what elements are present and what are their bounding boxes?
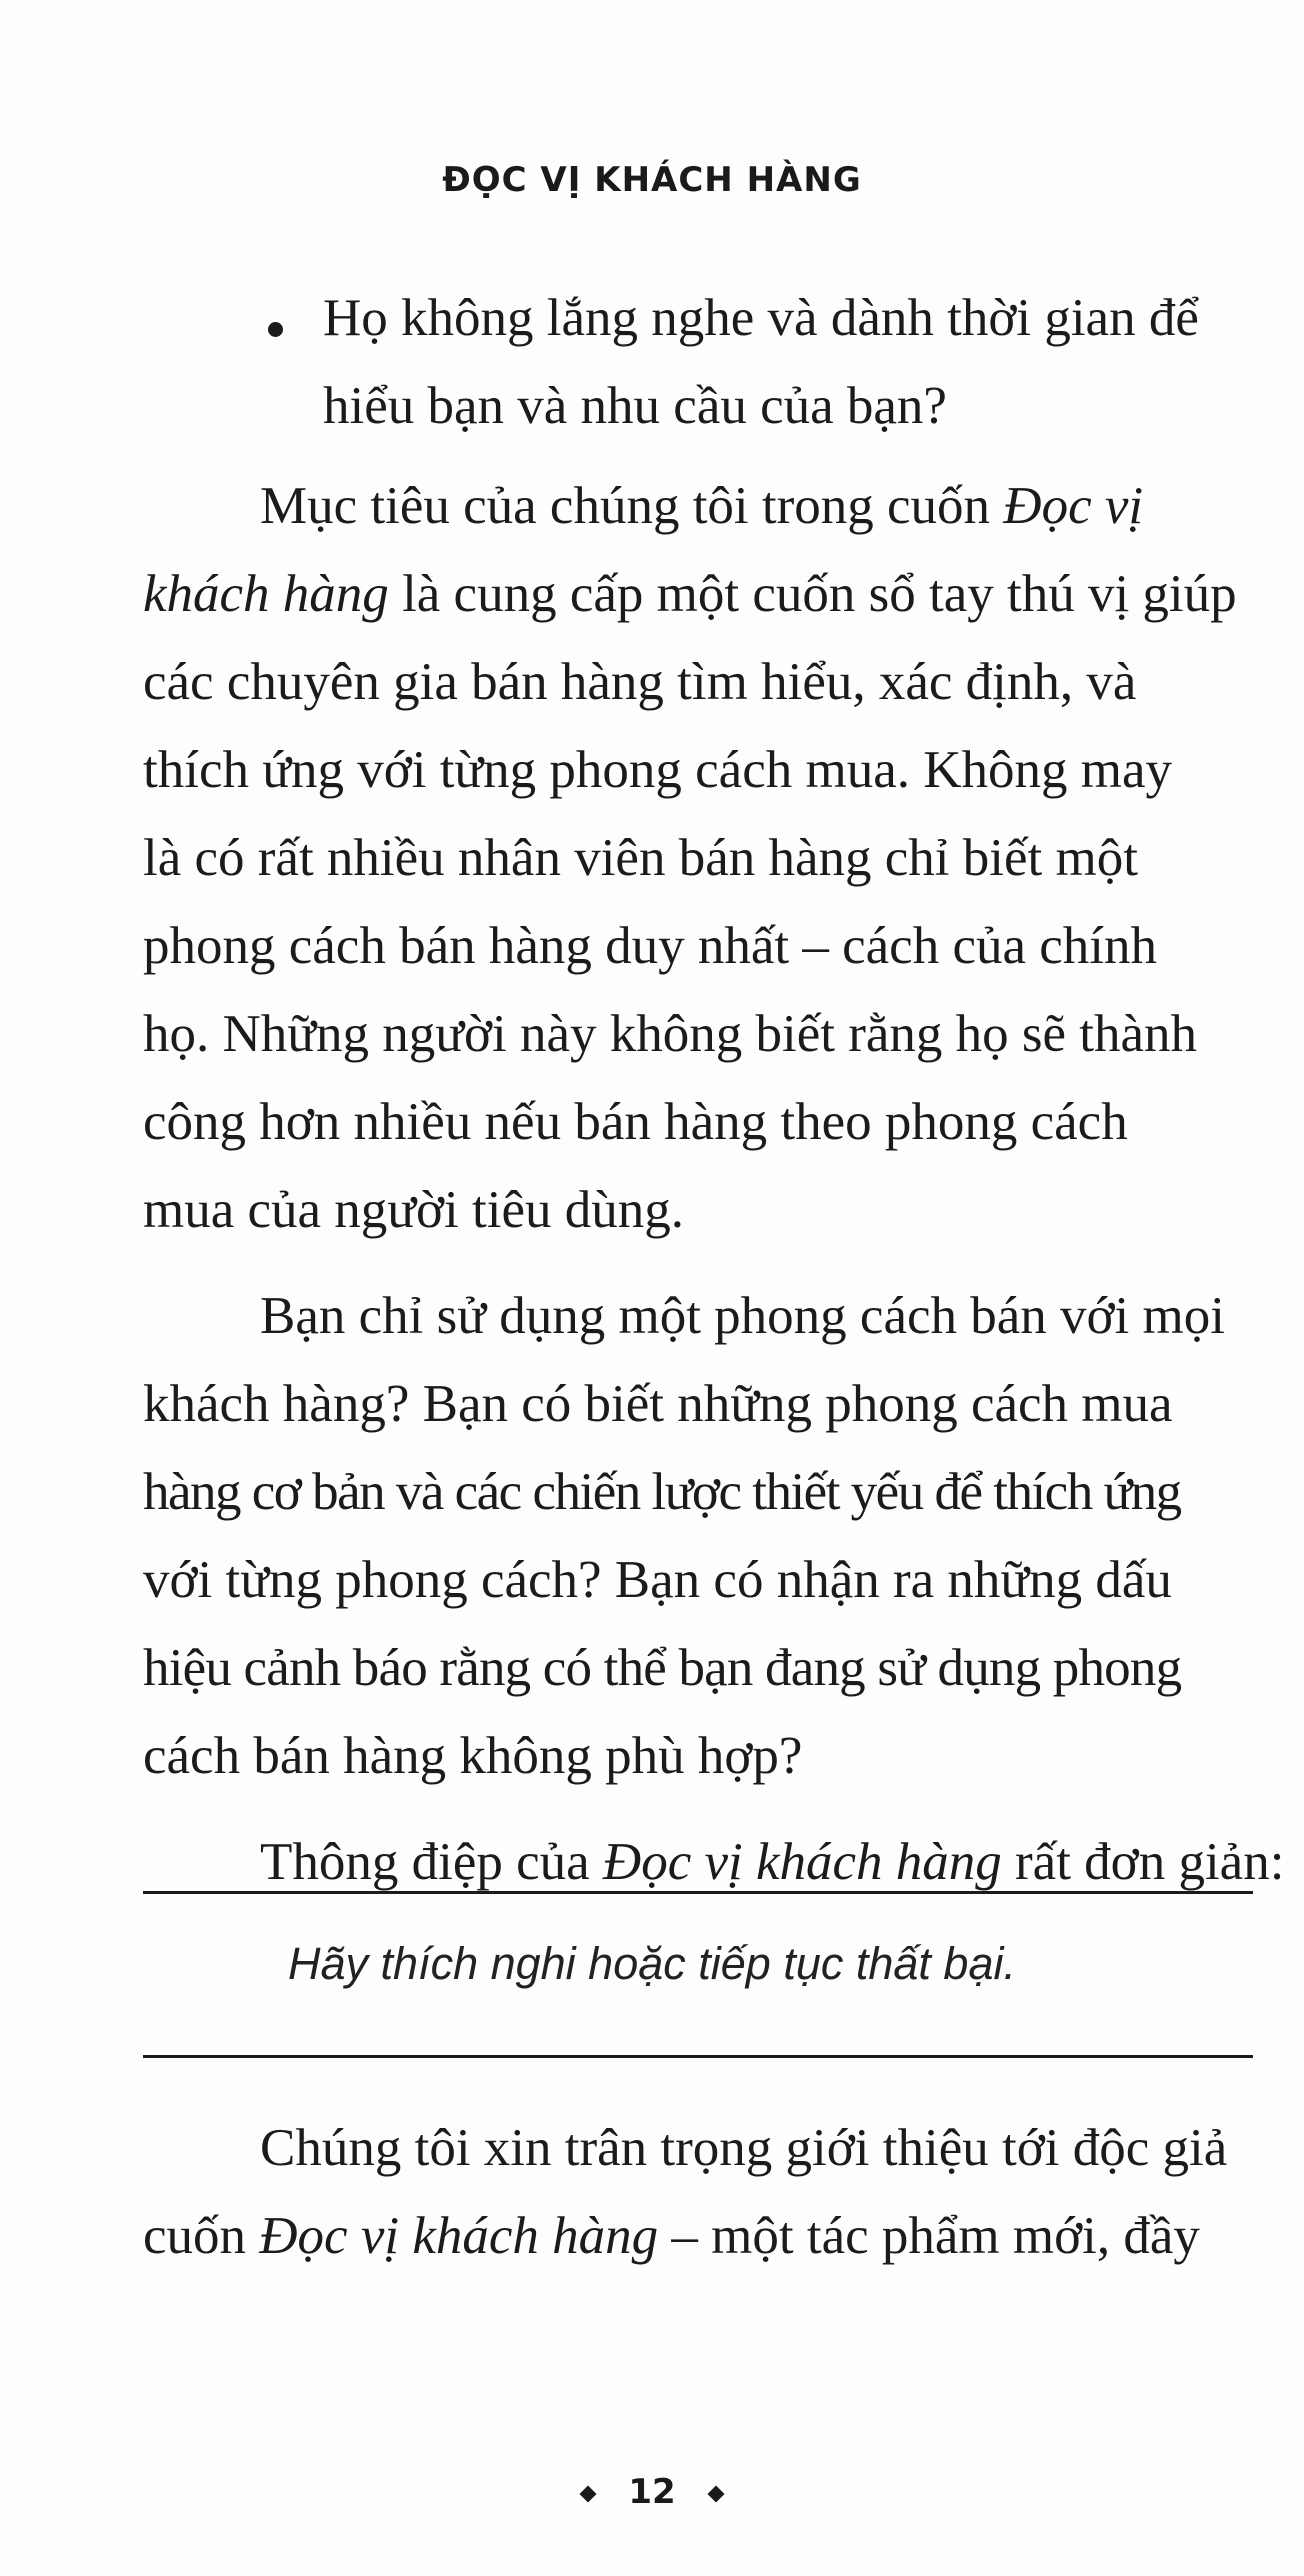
para4-text: cuốn	[143, 2207, 247, 2265]
para1-line-1	[260, 462, 1143, 550]
book-title-italic: Đọc vị	[1003, 477, 1144, 535]
para2-line-3: hàng cơ bản và các chiến lược thiết yếu để thích ứng	[143, 1463, 1181, 1521]
para1-line-2	[143, 550, 1237, 638]
para1-line-8: công hơn nhiều nếu bán hàng theo phong cách	[143, 1093, 1128, 1151]
para2-line-1: Bạn chỉ sử dụng một phong cách bán với mọi	[260, 1287, 1225, 1345]
para2-line-6: cách bán hàng không phù hợp?	[143, 1727, 803, 1785]
para1-line-9: mua của người tiêu dùng.	[143, 1181, 684, 1239]
para3-text: Thông điệp của	[260, 1833, 590, 1891]
diamond-right-icon	[707, 2485, 724, 2502]
bullet-line-1: Họ không lắng nghe và dành thời gian để	[323, 289, 1199, 347]
para2-line-4: với từng phong cách? Bạn có nhận ra những dấu	[143, 1551, 1172, 1609]
para4-text: – một tác phẩm mới, đầy	[671, 2207, 1200, 2265]
para1-text: Mục tiêu của chúng tôi trong cuốn	[260, 477, 991, 535]
para1-text: là cung cấp một cuốn sổ tay thú vị giúp	[402, 565, 1237, 623]
bullet-dot-icon	[268, 322, 283, 337]
para1-line-4: thích ứng với từng phong cách mua. Không may	[143, 741, 1172, 799]
book-title-italic: Đọc vị khách hàng	[602, 1833, 1002, 1891]
diamond-left-icon	[580, 2485, 597, 2502]
quote-rule-bottom	[143, 2055, 1253, 2058]
pull-quote: Hãy thích nghi hoặc tiếp tục thất bại.	[288, 1938, 1016, 1989]
running-header: ĐỌC VỊ KHÁCH HÀNG	[442, 160, 862, 200]
para3-text: rất đơn giản:	[1015, 1833, 1285, 1891]
para4-line-1: Chúng tôi xin trân trọng giới thiệu tới độc giả	[260, 2119, 1228, 2177]
book-title-italic: khách hàng	[143, 565, 389, 623]
para2-line-2: khách hàng? Bạn có biết những phong cách mua	[143, 1375, 1173, 1433]
para2-line-5: hiệu cảnh báo rằng có thể bạn đang sử dụng phong	[143, 1639, 1182, 1697]
page-number: 12	[628, 2472, 676, 2512]
para1-line-6: phong cách bán hàng duy nhất – cách của chính	[143, 917, 1157, 975]
page-footer	[0, 2472, 1304, 2512]
para1-line-5: là có rất nhiều nhân viên bán hàng chỉ biết một	[143, 829, 1138, 887]
para1-line-7: họ. Những người này không biết rằng họ sẽ thành	[143, 1005, 1198, 1063]
para1-line-3: các chuyên gia bán hàng tìm hiểu, xác định, và	[143, 653, 1137, 711]
quote-rule-top	[143, 1891, 1253, 1894]
book-title-italic: Đọc vị khách hàng	[259, 2207, 659, 2265]
para4-line-2	[143, 2192, 1200, 2280]
bullet-line-2: hiểu bạn và nhu cầu của bạn?	[323, 377, 947, 435]
